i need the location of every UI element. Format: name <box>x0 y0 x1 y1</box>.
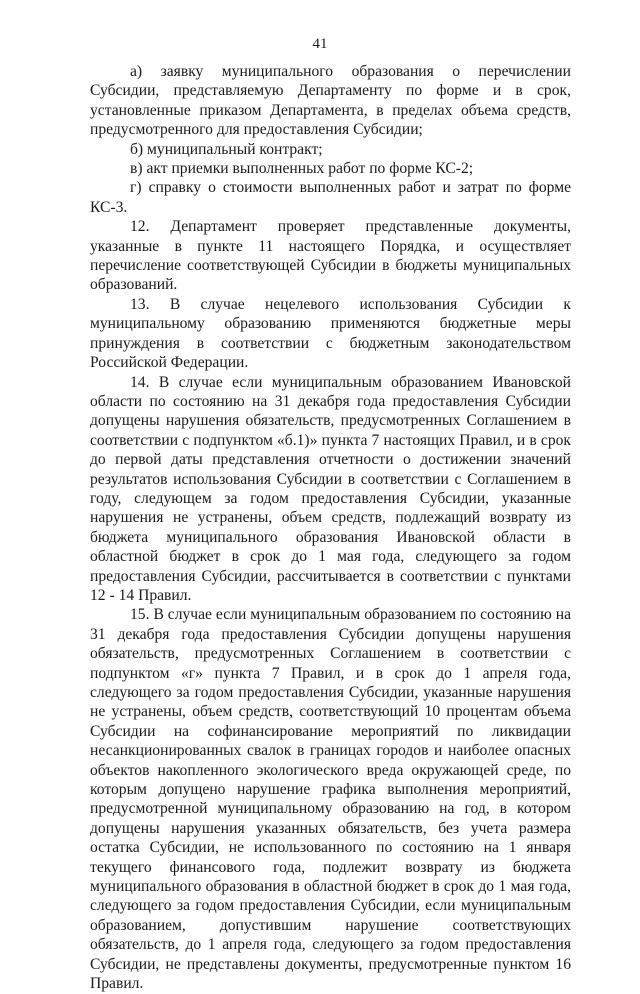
paragraph-15: 15. В случае если муниципальным образованием по состоянию на 31 декабря года предоставления Субсидии допущены нарушения обязательств, предусмотренных Соглашением в соответствии с подпунктом «г» пункта 7 Правил, и в срок до 1 апреля года, следующего за годом предоставления Субсидии, указанные нарушения не устранены, объем средств, соответствующий 10 процентам объема Субсидии на софинансирование мероприятий по ликвидации несанкционированных свалок в границах городов и наиболее опасных объектов накопленного экологического вреда окружающей среде, по которым допущено нарушение графика выполнения мероприятий, предусмотренной муниципальному образованию на год, в котором допущены нарушения указанных обязательств, без учета размера остатка Субсидии, не использованного по состоянию на 1 января текущего финансового года, подлежит возврату из бюджета муниципального образования в областной бюджет в срок до 1 мая года, следующего за годом предоставления Субсидии, если муниципальным образованием, допустившим нарушение соответствующих обязательств, до 1 апреля года, следующего за годом предоставления Субсидии, не представлены документы, предусмотренные пунктом 16 Правил. <box>90 606 571 993</box>
paragraph-14: 14. В случае если муниципальным образованием Ивановской области по состоянию на 31 декабря года предоставления Субсидии допущены нарушения обязательств, предусмотренных Соглашением в соответствии с подпунктом «б.1)» пункта 7 настоящих Правил, и в срок до первой даты представления отчетности о достижении значений результатов использования Субсидии в соответствии с Соглашением в году, следующем за годом предоставления Субсидии, указанные нарушения не устранены, объем средств, подлежащий возврату из бюджета муниципального образования Ивановской области в областной бюджет в срок до 1 мая года, следующего за годом предоставления Субсидии, рассчитывается в соответствии с пунктами 12 - 14 Правил. <box>90 373 571 604</box>
paragraph-12: 12. Департамент проверяет представленные документы, указанные в пункте 11 настоящего Порядка, и осуществляет перечисление соответствующей Субсидии в бюджеты муниципальных образований. <box>90 218 571 294</box>
paragraph-item-v: в) акт приемки выполненных работ по форме КС-2; <box>130 160 474 178</box>
page-number: 41 <box>312 36 328 52</box>
document-body <box>90 62 571 994</box>
paragraph-item-a: а) заявку муниципального образования о перечислении Субсидии, представляемую Департаменту по форме и в срок, установленные приказом Департамента, в пределах объема средств, предусмотренного для предоставления Субсидии; <box>90 63 571 139</box>
paragraph-13: 13. В случае нецелевого использования Субсидии к муниципальному образованию применяются бюджетные меры принуждения в соответствии с бюджетным законодательством Российской Федерации. <box>90 295 571 372</box>
paragraph-item-b: б) муниципальный контракт; <box>130 140 323 158</box>
paragraph-item-g: г) справку о стоимости выполненных работ и затрат по форме КС-3. <box>90 179 571 216</box>
